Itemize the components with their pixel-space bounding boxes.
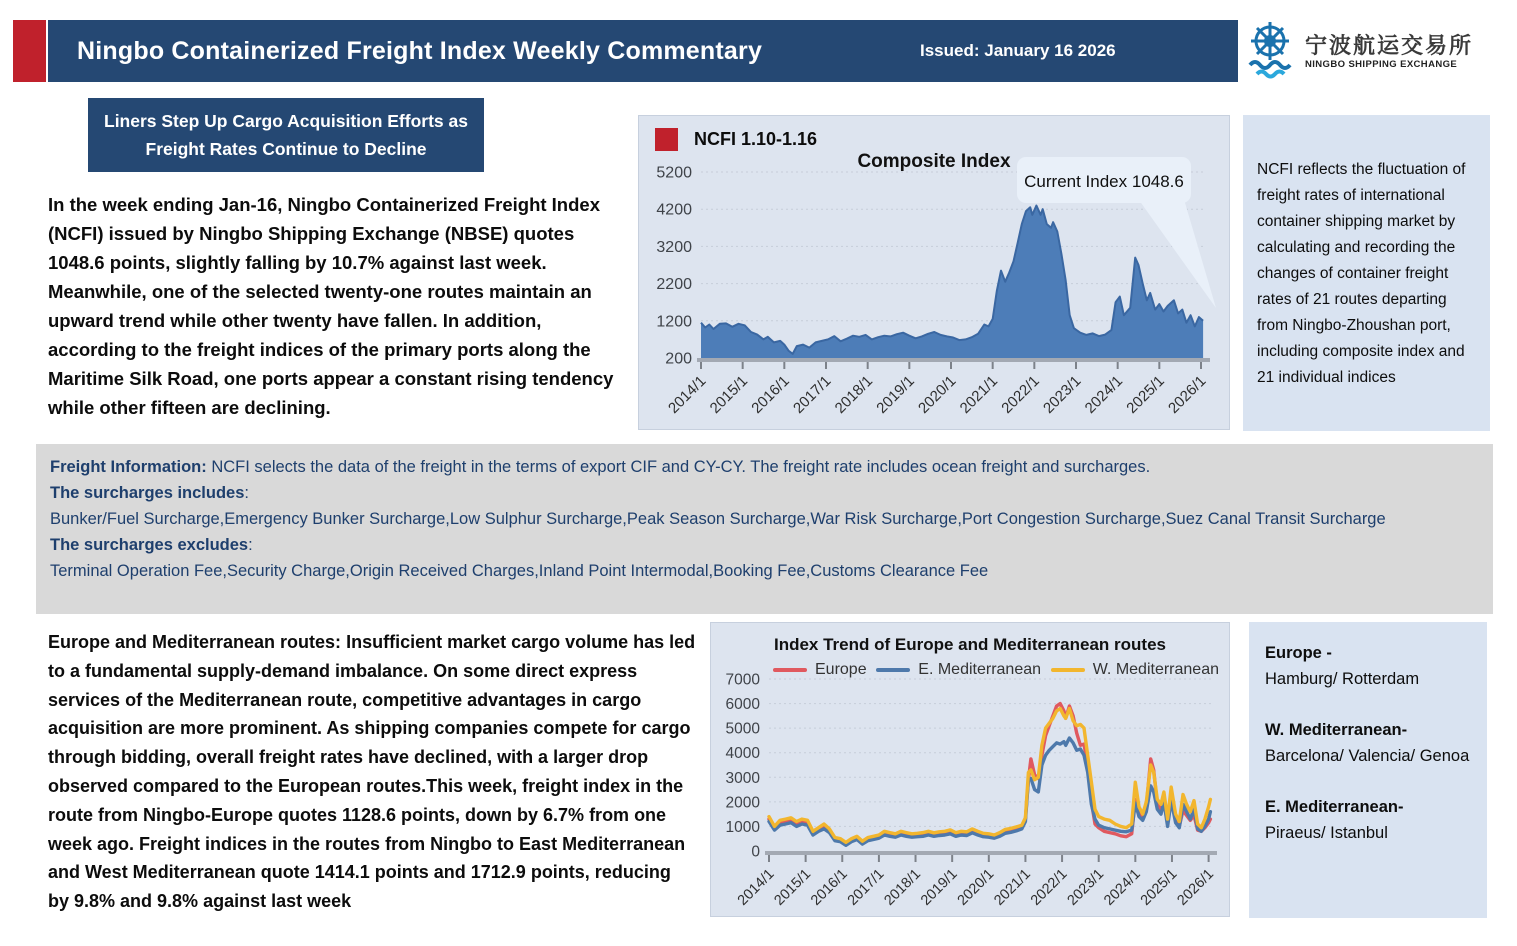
surcharges-includes-label: The surcharges includes (50, 484, 245, 502)
route-group-europe: Europe - Hamburg/ Rotterdam (1265, 644, 1420, 688)
europe-routes-text: Insufficient market cargo volume has led to a fundamental supply-demand imbalance. On some direct express services of the Mediterranean route, competitive advantages in cargo acquisition are more prominent. As shipping companies compete for cargo through bidding, overall freight rates have declined, with a larger drop observed compared to the European routes.This week, freight index in the route from Ningbo-Europe quotes 1128.6 points, down by 6.7% from one week ago. Freight indices in the routes from Ningbo to East Mediterranean and West Mediterranean quote 1414.1 points and 1712.9 points, reducing by 9.8% and 9.8% against last week (48, 632, 696, 912)
svg-text:2026/1: 2026/1 (1174, 866, 1218, 909)
line-series-e--mediterranean (769, 738, 1210, 845)
headline-line2: Freight Rates Continue to Decline (145, 139, 427, 159)
ship-wheel-icon (1243, 18, 1297, 87)
svg-text:2024/1: 2024/1 (1101, 866, 1144, 909)
composite-chart-svg (639, 116, 1231, 431)
svg-text:6000: 6000 (725, 696, 760, 714)
svg-text:4200: 4200 (656, 201, 692, 219)
svg-text:2017/1: 2017/1 (790, 372, 835, 417)
freight-info-box: Freight Information: NCFI selects the data of the freight in the terms of export CIF and CY-CY. The freight rate includes ocean freight and surcharges. The surcharges includes: Bunker/Fuel Surcharge,Emergency Bunker Surcharge,Low Sulphur Surcharge,Peak Season Surcharge,War Risk Surcharge,Port Congestion Surcharge,Suez Canal Transit Surcharge The surcharges excludes: Terminal Operation Fee,Security Charge,Origin Received Charges,Inland Point Intermodal,Booking Fee,Customs Clearance Fee (36, 444, 1493, 614)
routes-ports-box (1249, 622, 1487, 918)
surcharges-includes-list: Bunker/Fuel Surcharge,Emergency Bunker Surcharge,Low Sulphur Surcharge,Peak Season Surcharge,War Risk Surcharge,Port Congestion Surcharge,Suez Canal Transit Surcharge (50, 510, 1386, 528)
svg-text:2019/1: 2019/1 (873, 372, 918, 417)
legend-label: W. Mediterranean (1092, 661, 1219, 678)
ncfi-description-text: NCFI reflects the fluctuation of freight rates of international container shipping market by calculating and recording the changes of container freight rates of 21 routes departing from Ningbo-Zhoushan port, including composite index and 21 individual indices (1257, 161, 1466, 386)
svg-text:2016/1: 2016/1 (808, 866, 851, 909)
trend-chart-title: Index Trend of Europe and Mediterranean routes (773, 635, 1166, 654)
svg-text:2016/1: 2016/1 (748, 372, 793, 417)
svg-text:2014/1: 2014/1 (734, 866, 778, 909)
svg-text:2014/1: 2014/1 (665, 372, 710, 417)
chart-period-label: NCFI 1.10-1.16 (694, 129, 818, 149)
svg-text:1000: 1000 (725, 818, 760, 836)
svg-text:2200: 2200 (656, 276, 692, 294)
headline-box (88, 98, 484, 172)
svg-text:2017/1: 2017/1 (844, 866, 888, 909)
x-axis-labels (665, 362, 1209, 417)
composite-chart-panel (638, 115, 1230, 430)
svg-text:3200: 3200 (656, 238, 692, 256)
x-axis-line (697, 358, 1210, 362)
issued-date: Issued: January 16 2026 (920, 41, 1116, 60)
svg-text:4000: 4000 (725, 745, 760, 763)
legend-label: E. Mediterranean (918, 661, 1042, 678)
svg-text:2022/1: 2022/1 (998, 372, 1043, 417)
svg-text:2025/1: 2025/1 (1123, 372, 1168, 417)
headline-line1: Liners Step Up Cargo Acquisition Efforts as (104, 111, 468, 131)
svg-text:3000: 3000 (725, 769, 760, 787)
svg-text:2022/1: 2022/1 (1027, 866, 1071, 909)
composite-chart (639, 116, 1231, 436)
route-group-w-mediterranean: W. Mediterranean- Barcelona/ Valencia/ Genoa (1265, 721, 1470, 765)
intro-paragraph: In the week ending Jan-16, Ningbo Containerized Freight Index (NCFI) issued by Ningbo Shipping Exchange (NBSE) quotes 1048.6 points, slightly falling by 10.7% against last week. Meanwhile, one of the selected twenty-one routes maintain an upward trend while other twenty have fallen. In addition, according to the freight indices of the primary ports along the Maritime Silk Road, one ports appear a constant rising tendency while other fifteen are declining. (48, 194, 614, 418)
svg-text:2025/1: 2025/1 (1137, 866, 1181, 909)
svg-text:2021/1: 2021/1 (991, 866, 1034, 909)
freight-info-label: Freight Information: (50, 458, 207, 476)
legend-label: Europe (815, 661, 867, 678)
logo-english-name: NINGBO SHIPPING EXCHANGE (1305, 58, 1458, 70)
x-axis-labels (735, 855, 1217, 909)
svg-text:1200: 1200 (656, 313, 692, 331)
freight-info-text: NCFI selects the data of the freight in the terms of export CIF and CY-CY. The freight rate includes ocean freight and surcharges. (211, 458, 1151, 476)
svg-text:2015/1: 2015/1 (771, 866, 815, 909)
svg-text:5200: 5200 (656, 164, 692, 182)
nbse-logo (1243, 18, 1493, 86)
svg-text:2021/1: 2021/1 (956, 372, 1002, 417)
svg-text:2020/1: 2020/1 (915, 372, 960, 417)
svg-text:200: 200 (665, 350, 692, 368)
svg-text:2019/1: 2019/1 (917, 866, 961, 909)
route-group-e-mediterranean: E. Mediterranean- Piraeus/ Istanbul (1265, 798, 1404, 842)
area-series (701, 206, 1203, 359)
trend-chart (711, 623, 1231, 923)
svg-text:2023/1: 2023/1 (1064, 866, 1108, 909)
logo-chinese-name: 宁波航运交易所 (1305, 33, 1474, 59)
svg-text:7000: 7000 (725, 671, 760, 689)
svg-text:2023/1: 2023/1 (1040, 372, 1085, 417)
surcharges-excludes-label: The surcharges excludes (50, 536, 249, 554)
series-group (769, 704, 1210, 846)
svg-text:2026/1: 2026/1 (1165, 372, 1210, 417)
x-axis-line (765, 851, 1217, 855)
svg-text:5000: 5000 (725, 720, 760, 738)
europe-routes-lead: Europe and Mediterranean routes: (48, 632, 342, 652)
svg-text:Current Index 1048.6: Current Index 1048.6 (1024, 172, 1184, 191)
composite-chart-title: Composite Index (857, 151, 1011, 172)
trend-chart-svg (711, 623, 1231, 918)
svg-text:2015/1: 2015/1 (706, 372, 752, 417)
europe-routes-paragraph (48, 628, 696, 916)
svg-text:2018/1: 2018/1 (831, 372, 877, 417)
svg-text:2020/1: 2020/1 (954, 866, 998, 909)
svg-text:2000: 2000 (725, 794, 760, 812)
ncfi-description-box (1243, 115, 1490, 431)
svg-text:2024/1: 2024/1 (1081, 372, 1127, 417)
svg-text:2018/1: 2018/1 (881, 866, 925, 909)
header-red-block (13, 20, 46, 82)
line-series-europe (769, 704, 1210, 845)
trend-chart-panel (710, 622, 1230, 917)
series-group (701, 206, 1203, 359)
page-title: Ningbo Containerized Freight Index Weekly Commentary (77, 37, 763, 65)
svg-text:0: 0 (751, 843, 760, 861)
surcharges-excludes-list: Terminal Operation Fee,Security Charge,Origin Received Charges,Inland Point Intermodal,Booking Fee,Customs Clearance Fee (50, 562, 989, 580)
